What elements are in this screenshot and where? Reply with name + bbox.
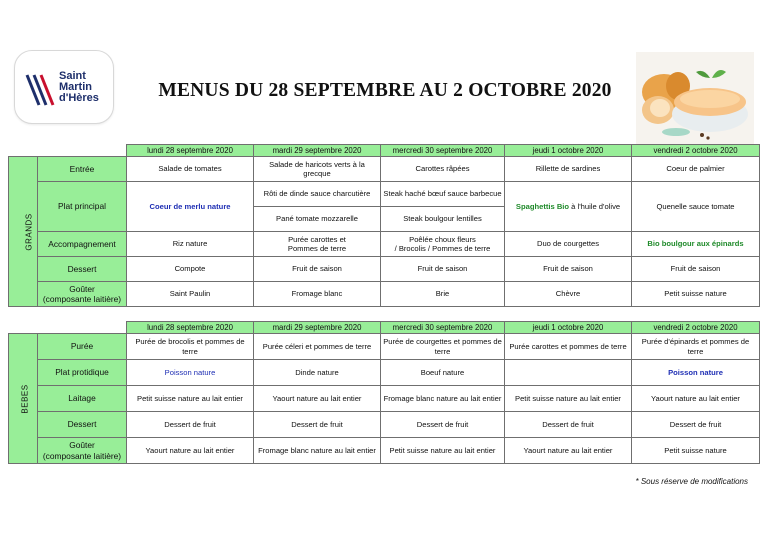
menu-text: / Brocolis / Pommes de terre <box>394 244 491 253</box>
puree-bowl-illustration <box>636 52 754 144</box>
dessert-row <box>9 412 760 438</box>
menu-cell: Riz nature <box>127 232 254 257</box>
category-label: Plat protidique <box>38 360 127 386</box>
logo-line-1: Saint <box>59 70 86 82</box>
logo-mark-icon <box>25 71 59 111</box>
menu-cell: Dessert de fruit <box>505 412 632 438</box>
menu-cell: Fruit de saison <box>505 257 632 282</box>
menu-cell: Salade de tomates <box>127 157 254 182</box>
menu-cell <box>381 334 505 360</box>
logo-line-2: Martin <box>59 81 92 93</box>
day-header: lundi 28 septembre 2020 <box>127 322 254 334</box>
day-header: mardi 29 septembre 2020 <box>254 145 381 157</box>
menu-cell: Purée de brocolis et pommes de terre <box>127 334 254 360</box>
day-header: mercredi 30 septembre 2020 <box>381 322 505 334</box>
category-label-line: (composante laitière) <box>42 294 122 304</box>
menu-cell: Salade de haricots verts à la grecque <box>254 157 381 182</box>
day-header: vendredi 2 octobre 2020 <box>632 145 760 157</box>
menu-text: Purée carottes et <box>288 234 346 244</box>
menu-cell: Fromage blanc <box>254 282 381 307</box>
menu-text: à l'huile d'olive <box>569 201 621 211</box>
category-label: Entrée <box>38 157 127 182</box>
bebes-menu-table <box>8 321 760 464</box>
menu-cell: Dessert de fruit <box>381 412 505 438</box>
logo-line-3: d'Hères <box>59 92 99 104</box>
menu-cell: Steak haché bœuf sauce barbecue <box>381 182 505 207</box>
menu-cell <box>505 182 632 232</box>
category-label: Laitage <box>38 386 127 412</box>
category-label-line: Goûter <box>69 283 95 294</box>
day-header: jeudi 1 octobre 2020 <box>505 322 632 334</box>
menu-cell: Fromage blanc nature au lait entier <box>381 386 505 412</box>
dessert-row <box>9 257 760 282</box>
menu-cell: Brie <box>381 282 505 307</box>
menu-cell: Purée d'épinards et pommes de terre <box>632 334 760 360</box>
menu-cell: Purée céleri et pommes de terre <box>254 334 381 360</box>
menu-cell: Compote <box>127 257 254 282</box>
menu-cell: Yaourt nature au lait entier <box>632 386 760 412</box>
category-label: Dessert <box>38 257 127 282</box>
menu-cell: Petit suisse nature <box>632 282 760 307</box>
menu-cell: Quenelle sauce tomate <box>632 182 760 232</box>
laitage-row <box>9 386 760 412</box>
menu-cell: Dessert de fruit <box>254 412 381 438</box>
menu-cell: Yaourt nature au lait entier <box>254 386 381 412</box>
city-logo <box>14 50 114 124</box>
menu-cell <box>254 232 381 257</box>
grands-menu-table <box>8 144 760 307</box>
category-label-line: (composante laitière) <box>42 450 122 461</box>
logo-text <box>59 71 111 104</box>
menu-cell: Duo de courgettes <box>505 232 632 257</box>
category-label: Plat principal <box>38 182 127 232</box>
accompagnement-row <box>9 232 760 257</box>
disclaimer-note: * Sous réserve de modifications <box>635 477 748 486</box>
plat-protidique-row <box>9 360 760 386</box>
category-label <box>38 282 127 307</box>
menu-text: Purée de courgettes et pommes de <box>383 337 502 347</box>
category-label: Purée <box>38 334 127 360</box>
menu-cell <box>505 360 632 386</box>
grands-group-label: GRANDS <box>9 157 38 307</box>
menu-cell: Dessert de fruit <box>127 412 254 438</box>
gouter-row <box>9 282 760 307</box>
day-header-row <box>9 322 760 334</box>
menu-text: terre <box>434 346 451 356</box>
bebes-group-label: BEBES <box>9 334 38 464</box>
menu-cell: Coeur de palmier <box>632 157 760 182</box>
puree-row <box>9 334 760 360</box>
menu-cell: Fruit de saison <box>381 257 505 282</box>
menu-cell: Coeur de merlu nature <box>127 182 254 232</box>
menu-cell: Boeuf nature <box>381 360 505 386</box>
menu-cell <box>381 232 505 257</box>
entree-row <box>9 157 760 182</box>
gouter-row <box>9 438 760 464</box>
category-label <box>38 438 127 464</box>
day-header: vendredi 2 octobre 2020 <box>632 322 760 334</box>
menu-cell: Fromage blanc nature au lait entier <box>254 438 381 464</box>
menu-cell: Bio boulgour aux épinards <box>632 232 760 257</box>
menu-cell: Poisson nature <box>632 360 760 386</box>
day-header: mercredi 30 septembre 2020 <box>381 145 505 157</box>
page-title: MENUS DU 28 SEPTEMBRE AU 2 OCTOBRE 2020 <box>158 80 612 101</box>
day-header: mardi 29 septembre 2020 <box>254 322 381 334</box>
menu-cell: Yaourt nature au lait entier <box>127 438 254 464</box>
menu-cell: Rôti de dinde sauce charcutière <box>254 182 381 207</box>
menu-cell: Dessert de fruit <box>632 412 760 438</box>
menu-cell: Purée carottes et pommes de terre <box>505 334 632 360</box>
day-header: jeudi 1 octobre 2020 <box>505 145 632 157</box>
menu-cell: Carottes râpées <box>381 157 505 182</box>
menu-cell: Rillette de sardines <box>505 157 632 182</box>
menu-cell: Fruit de saison <box>254 257 381 282</box>
menu-cell: Petit suisse nature au lait entier <box>381 438 505 464</box>
menu-cell: Poisson nature <box>127 360 254 386</box>
menu-cell: Petit suisse nature au lait entier <box>505 386 632 412</box>
menu-cell: Chèvre <box>505 282 632 307</box>
plat-principal-row <box>9 182 760 207</box>
menu-cell: Yaourt nature au lait entier <box>505 438 632 464</box>
category-label: Accompagnement <box>38 232 127 257</box>
day-header: lundi 28 septembre 2020 <box>127 145 254 157</box>
menu-cell: Pané tomate mozzarelle <box>254 207 381 232</box>
menu-text: Poêlée choux fleurs <box>409 234 476 244</box>
day-header-row <box>9 145 760 157</box>
bio-label: Spaghettis Bio <box>515 201 570 211</box>
menu-cell: Saint Paulin <box>127 282 254 307</box>
category-label-line: Goûter <box>69 440 95 450</box>
menu-cell: Petit suisse nature <box>632 438 760 464</box>
menu-cell: Petit suisse nature au lait entier <box>127 386 254 412</box>
category-label: Dessert <box>38 412 127 438</box>
menu-cell: Steak boulgour lentilles <box>381 207 505 232</box>
menu-cell: Fruit de saison <box>632 257 760 282</box>
menu-text: Pommes de terre <box>287 244 347 253</box>
menu-cell: Dinde nature <box>254 360 381 386</box>
